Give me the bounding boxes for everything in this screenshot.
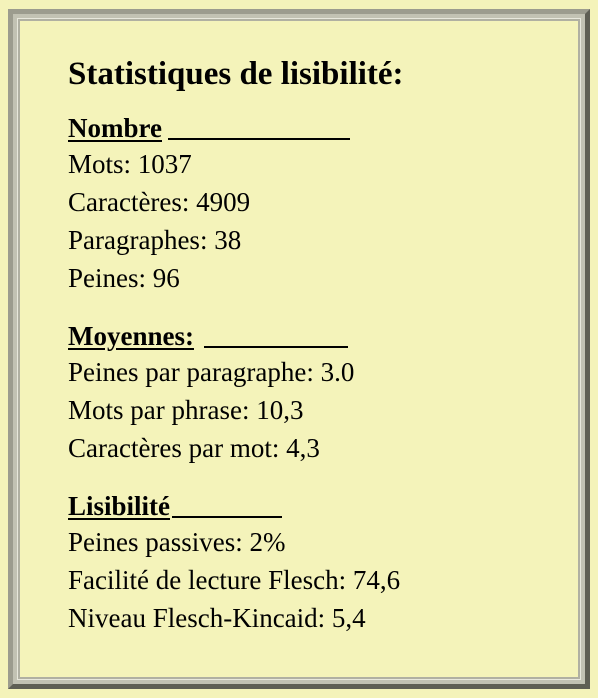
- section-moyennes: [68, 319, 578, 467]
- heading-rule: [204, 346, 348, 348]
- stat-mots: Mots: 1037: [68, 149, 192, 179]
- section-heading-label: Lisibilité: [68, 491, 171, 521]
- section-heading-label: Moyennes:: [68, 321, 194, 351]
- stats-dialog-frame: [8, 9, 590, 689]
- stat-paragraphes: Paragraphes: 38: [68, 225, 242, 255]
- stats-panel: [18, 19, 580, 679]
- section-heading-label: Nombre: [68, 113, 162, 143]
- heading-rule: [168, 138, 350, 140]
- stat-caracteres-par-mot: Caractères par mot: 4,3: [68, 433, 320, 463]
- stat-peines-passives: Peines passives: 2%: [68, 527, 286, 557]
- section-heading-moyennes: [68, 319, 578, 353]
- section-lisibilite: [68, 489, 578, 637]
- section-heading-nombre: [68, 111, 578, 145]
- heading-rule: [172, 516, 282, 518]
- section-heading-lisibilite: [68, 489, 578, 523]
- stat-peines-par-paragraphe: Peines par paragraphe: 3.0: [68, 357, 355, 387]
- stat-mots-par-phrase: Mots par phrase: 10,3: [68, 395, 304, 425]
- stat-facilite-flesch: Facilité de lecture Flesch: 74,6: [68, 565, 401, 595]
- stat-caracteres: Caractères: 4909: [68, 187, 251, 217]
- section-nombre: [68, 111, 578, 297]
- stat-niveau-flesch-kincaid: Niveau Flesch-Kincaid: 5,4: [68, 603, 366, 633]
- page-title: Statistiques de lisibilité:: [68, 56, 404, 92]
- stat-peines: Peines: 96: [68, 263, 180, 293]
